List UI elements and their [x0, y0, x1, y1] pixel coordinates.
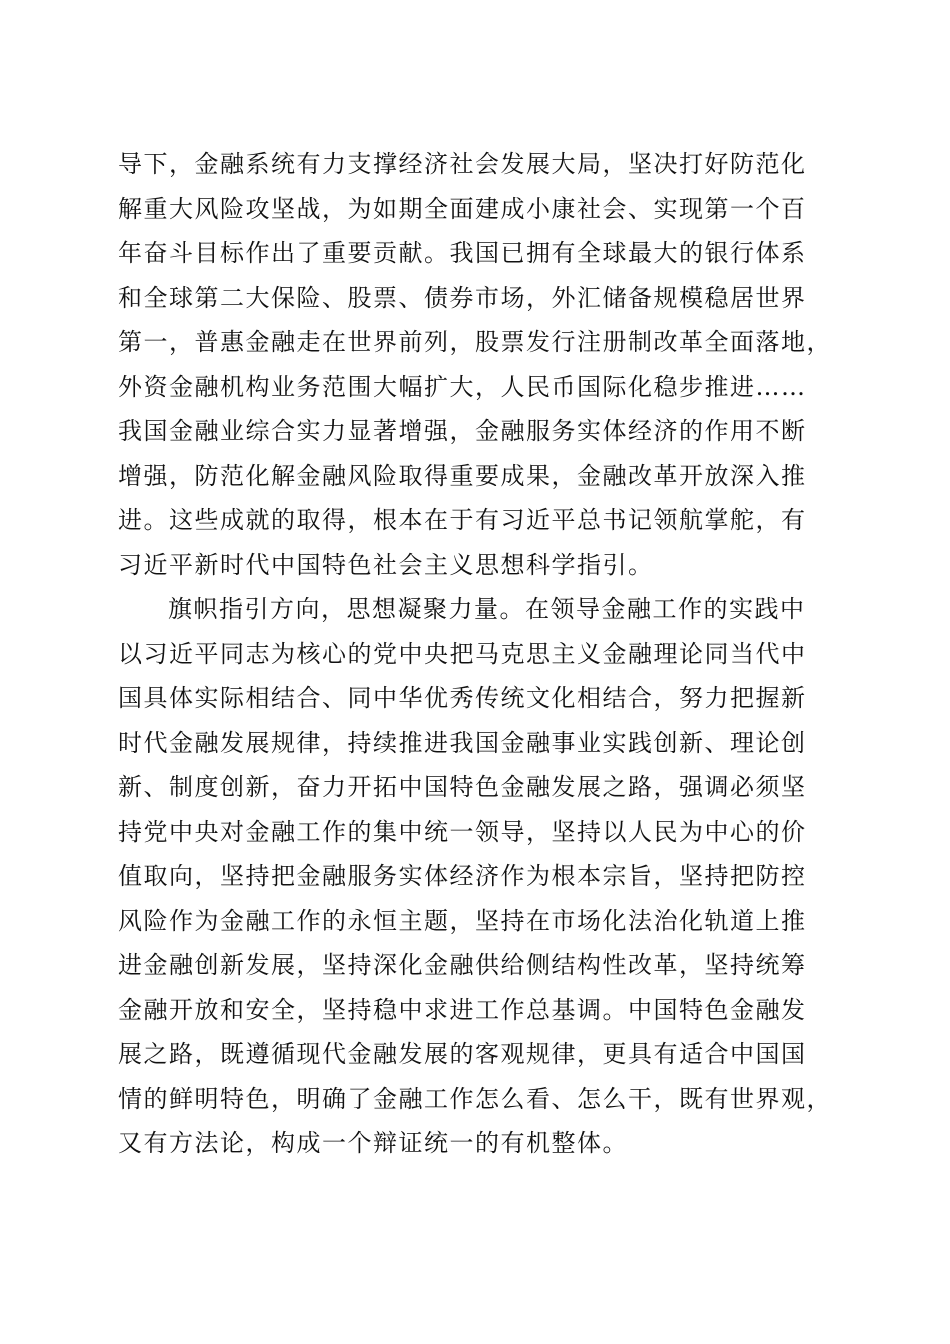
paragraph-line: 习近平新时代中国特色社会主义思想科学指引。	[118, 550, 654, 579]
paragraph-line: 情的鲜明特色，明确了金融工作怎么看、怎么干，既有世界观，	[118, 1084, 832, 1113]
paragraph-line: 值取向，坚持把金融服务实体经济作为根本宗旨，坚持把防控	[118, 862, 807, 890]
paragraph-line: 增强，防范化解金融风险取得重要成果，金融改革开放深入推	[118, 461, 807, 490]
paragraph-line: 导下，金融系统有力支撑经济社会发展大局，坚决打好防范化	[118, 150, 807, 178]
paragraph-line: 进。这些成就的取得，根本在于有习近平总书记领航掌舵，有	[118, 506, 807, 534]
paragraph-line: 金融开放和安全，坚持稳中求进工作总基调。中国特色金融发	[118, 995, 807, 1024]
paragraph-1	[118, 142, 838, 587]
document-body	[118, 142, 838, 1166]
paragraph-line: 展之路，既遵循现代金融发展的客观规律，更具有适合中国国	[118, 1040, 807, 1068]
paragraph-line: 风险作为金融工作的永恒主题，坚持在市场化法治化轨道上推	[118, 906, 807, 935]
paragraph-line: 外资金融机构业务范围大幅扩大，人民币国际化稳步推进……	[118, 372, 807, 401]
paragraph-line: 我国金融业综合实力显著增强，金融服务实体经济的作用不断	[118, 417, 807, 445]
paragraph-2	[118, 587, 838, 1166]
paragraph-line: 第一，普惠金融走在世界前列，股票发行注册制改革全面落地，	[118, 328, 832, 356]
paragraph-line: 新、制度创新，奋力开拓中国特色金融发展之路，强调必须坚	[118, 773, 807, 801]
paragraph-line-first: 旗帜指引方向，思想凝聚力量。在领导金融工作的实践中	[168, 595, 806, 623]
paragraph-line: 进金融创新发展，坚持深化金融供给侧结构性改革，坚持统筹	[118, 951, 807, 979]
paragraph-line: 解重大风险攻坚战，为如期全面建成小康社会、实现第一个百	[118, 194, 807, 223]
paragraph-line: 国具体实际相结合、同中华优秀传统文化相结合，努力把握新	[118, 684, 807, 712]
paragraph-line: 年奋斗目标作出了重要贡献。我国已拥有全球最大的银行体系	[118, 239, 807, 267]
paragraph-line: 又有方法论，构成一个辩证统一的有机整体。	[118, 1129, 628, 1157]
paragraph-line: 以习近平同志为核心的党中央把马克思主义金融理论同当代中	[118, 639, 807, 668]
paragraph-line: 和全球第二大保险、股票、债券市场，外汇储备规模稳居世界	[118, 283, 807, 312]
paragraph-line: 持党中央对金融工作的集中统一领导，坚持以人民为中心的价	[118, 817, 807, 846]
paragraph-line: 时代金融发展规律，持续推进我国金融事业实践创新、理论创	[118, 728, 807, 757]
